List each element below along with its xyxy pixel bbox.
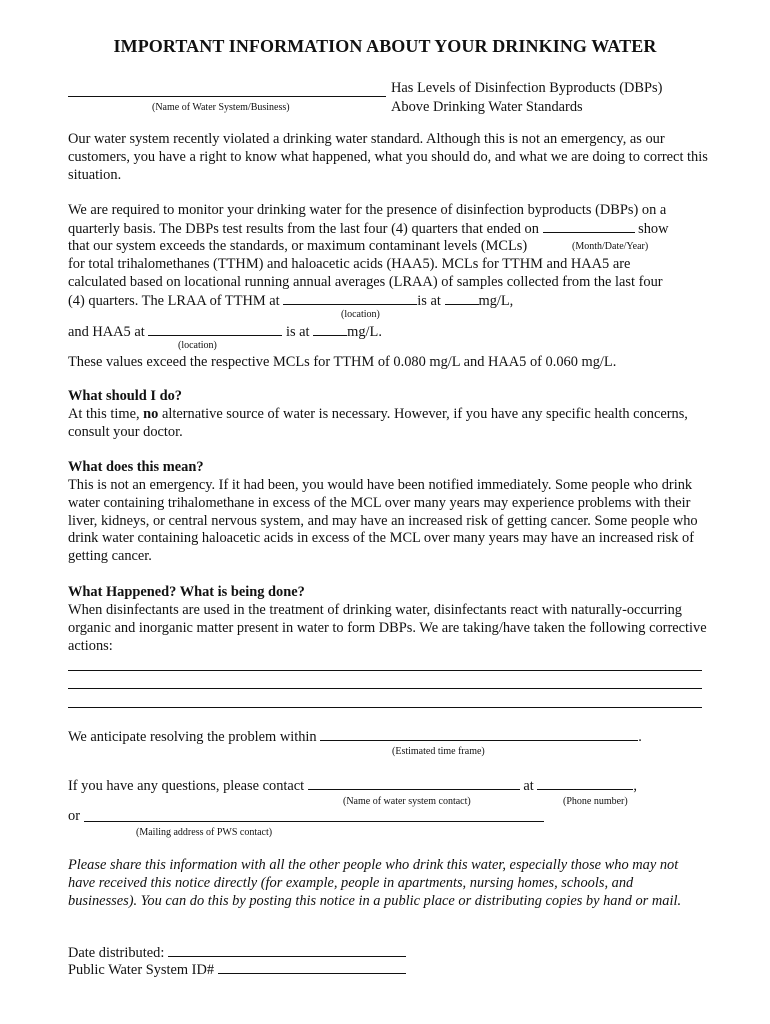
date-distributed-label: Date distributed: [68, 945, 165, 961]
monitor-line-2: quarterly basis. The DBPs test results from the last four (4) quarters that ended on [68, 221, 539, 237]
haa5-location-label: (location) [178, 340, 217, 351]
monitor-line-7-unit: mg/L. [347, 324, 382, 340]
do-text-c: alternative source of water is necessary. However, if you have any specific health concerns, consult your doctor. [68, 406, 688, 440]
share-paragraph: Please share this information with all the other people who drink this water, especially those who may not have received this notice directly (for example, people in apartments, nursing homes, schools, and businesses). You can do this by posting this notice in a public place or distributing copies by hand or mail. [68, 857, 682, 909]
tthm-value-blank[interactable] [445, 292, 479, 305]
section-heading-happened: What Happened? What is being done? [68, 584, 305, 600]
monitor-line-6-unit: mg/L, [478, 293, 514, 309]
quarter-end-date-blank[interactable] [543, 220, 635, 233]
monitor-line-5: calculated based on locational running annual averages (LRAA) of samples collected from the last four [68, 274, 663, 290]
header-line-1: Has Levels of Disinfection Byproducts (DBPs) [391, 80, 663, 96]
haa5-value-blank[interactable] [313, 323, 347, 336]
pws-id-label: Public Water System ID# [68, 962, 215, 978]
phone-number-label: (Phone number) [563, 796, 628, 807]
monitor-line-3: that our system exceeds the standards, or maximum contaminant levels (MCLs) [68, 238, 528, 254]
monitor-line-8: These values exceed the respective MCLs for TTHM of 0.080 mg/L and HAA5 of 0.060 mg/L. [68, 354, 617, 370]
contact-name-blank[interactable] [308, 777, 520, 790]
haa5-location-blank[interactable] [148, 323, 282, 336]
monitor-line-2-end: show [638, 221, 669, 237]
monitor-line-7-is: is at [285, 324, 310, 340]
date-distributed-blank[interactable] [168, 944, 406, 957]
contact-comma: , [633, 778, 637, 794]
resolve-period: . [638, 729, 642, 745]
contact-text: If you have any questions, please contact [68, 778, 305, 794]
page-title: IMPORTANT INFORMATION ABOUT YOUR DRINKING WATER [113, 36, 657, 56]
happened-paragraph: When disinfectants are used in the treatment of drinking water, disinfectants react with naturally-occurring organic and inorganic matter present in water to form DBPs. We are taking/have taken the following corrective actions: [68, 602, 707, 654]
header-line-2: Above Drinking Water Standards [391, 99, 583, 115]
mailing-address-blank[interactable] [84, 821, 544, 822]
do-paragraph [68, 406, 708, 442]
do-text-no: no [143, 406, 159, 422]
monitor-line-6-is: is at [417, 293, 441, 309]
monitor-line-4: for total trihalomethanes (TTHM) and haloacetic acids (HAA5). MCLs for TTHM and HAA5 are [68, 256, 631, 272]
time-frame-label: (Estimated time frame) [392, 746, 485, 757]
mailing-address-label: (Mailing address of PWS contact) [136, 827, 273, 838]
monitor-line-1: We are required to monitor your drinking water for the presence of disinfection byproducts (DBPs) on a [68, 202, 667, 218]
section-heading-mean: What does this mean? [68, 459, 204, 475]
intro-paragraph: Our water system recently violated a drinking water standard. Although this is not an emergency, as our customers, you have a right to know what happened, what you should do, and what we are doing to correct this situation. [68, 131, 708, 183]
resolve-text: We anticipate resolving the problem within [68, 729, 317, 745]
do-text-a: At this time, [68, 406, 140, 422]
contact-at: at [523, 778, 534, 794]
section-heading-do: What should I do? [68, 388, 182, 404]
monitor-line-7: and HAA5 at [68, 324, 145, 340]
corrective-action-line[interactable] [68, 707, 702, 708]
time-frame-blank[interactable] [320, 728, 638, 741]
contact-name-label: (Name of water system contact) [343, 796, 471, 807]
pws-id-blank[interactable] [218, 961, 406, 974]
system-name-blank[interactable] [68, 96, 386, 97]
tthm-location-blank[interactable] [283, 292, 417, 305]
corrective-action-line[interactable] [68, 670, 702, 671]
contact-or: or [68, 808, 80, 824]
system-name-label: (Name of Water System/Business) [152, 102, 290, 113]
monitor-line-6: (4) quarters. The LRAA of TTHM at [68, 293, 280, 309]
date-label: (Month/Date/Year) [572, 241, 649, 252]
corrective-action-line[interactable] [68, 688, 702, 689]
mean-paragraph: This is not an emergency. If it had been, you would have been notified immediately. Some people who drink water containing trihalomethane in excess of the MCL over many years may experience problems with their liver, kidneys, or central nervous system, and may have an increased risk of getting cancer. Some people who drink water containing haloacetic acids in excess of the MCL over many years may have an increased risk of getting cancer. [68, 477, 698, 565]
phone-number-blank[interactable] [537, 777, 633, 790]
tthm-location-label: (location) [341, 309, 380, 320]
